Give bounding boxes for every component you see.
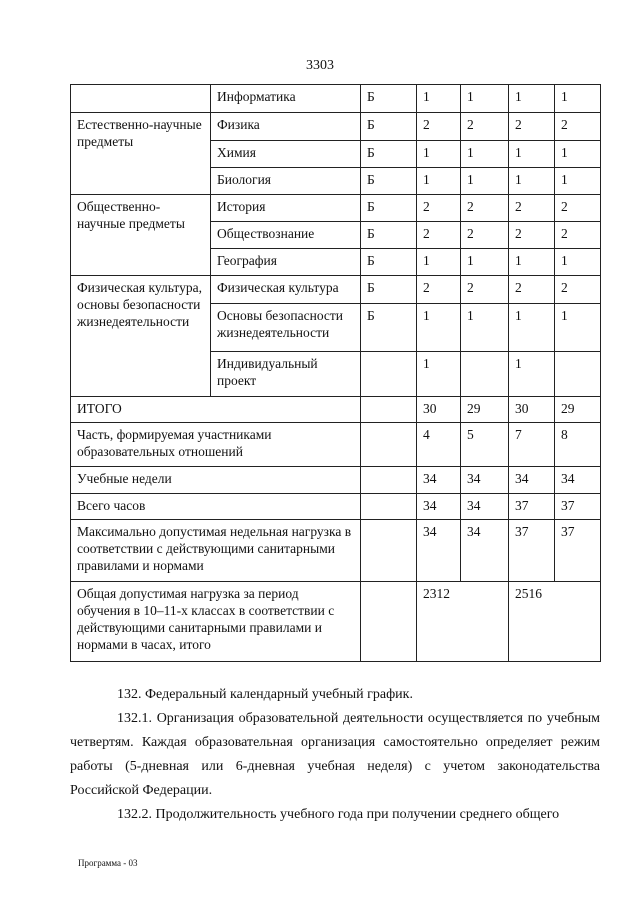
subject-area [71,85,211,113]
hours-cell: 2 [461,222,509,249]
subject-level: Б [361,249,417,276]
subject-level: Б [361,195,417,222]
subject-name: Физическая культура [211,276,361,304]
hours-cell: 7 [509,423,555,467]
hours-cell: 2 [417,195,461,222]
subject-level: Б [361,222,417,249]
hours-cell [461,352,509,397]
table-row [71,423,601,467]
hours-cell: 1 [461,168,509,195]
subject-level: Б [361,304,417,352]
subject-area: Физическая культура, основы безопасности жизнедеятельности [71,276,211,352]
empty-cell [361,397,417,423]
hours-cell: 1 [555,304,601,352]
hours-cell: 2 [417,276,461,304]
hours-cell: 34 [417,520,461,582]
hours-cell: 4 [417,423,461,467]
hours-cell: 1 [555,249,601,276]
hours-cell: 1 [417,249,461,276]
hours-cell: 1 [555,168,601,195]
subject-name: Информатика [211,85,361,113]
hours-cell: 30 [417,397,461,423]
hours-cell: 34 [417,467,461,494]
hours-cell: 2 [555,195,601,222]
hours-cell: 1 [461,249,509,276]
hours-cell: 34 [417,494,461,520]
subject-name: География [211,249,361,276]
empty-cell [361,494,417,520]
hours-cell: 34 [555,467,601,494]
hours-cell: 2 [509,113,555,141]
subject-name: Химия [211,141,361,168]
hours-cell: 8 [555,423,601,467]
hours-cell: 29 [461,397,509,423]
hours-cell: 2 [461,113,509,141]
table-row [71,494,601,520]
hours-cell: 2 [461,195,509,222]
table-row [71,467,601,494]
hours-cell: 37 [509,520,555,582]
hours-cell: 34 [461,520,509,582]
summary-label: Общая допустимая нагрузка за период обучения в 10–11-х классах в соответствии с действующими санитарными правилами и нормами в часах, итого [71,582,361,662]
hours-cell: 1 [417,352,461,397]
subject-name: Физика [211,113,361,141]
summary-label: Всего часов [71,494,361,520]
hours-cell: 1 [461,141,509,168]
subject-name: Индивидуальный проект [211,352,361,397]
subject-area: Общественно-научные предметы [71,195,211,276]
table-row [71,195,601,222]
hours-cell: 2516 [509,582,601,662]
subject-area: Естественно-научные предметы [71,113,211,195]
hours-cell: 1 [509,304,555,352]
hours-cell: 2 [461,276,509,304]
table-row [71,113,601,141]
hours-cell: 1 [509,141,555,168]
hours-cell: 37 [555,520,601,582]
hours-cell: 2312 [417,582,509,662]
footer-label: Программа - 03 [78,858,138,868]
hours-cell: 2 [417,222,461,249]
hours-cell: 1 [509,85,555,113]
subject-area [71,352,211,397]
empty-cell [361,423,417,467]
hours-cell: 1 [417,304,461,352]
subject-level: Б [361,85,417,113]
table-row [71,582,601,662]
hours-cell: 2 [509,222,555,249]
paragraph-132-2: 132.2. Продолжительность учебного года при получении среднего общего [117,807,560,822]
hours-cell: 2 [509,195,555,222]
hours-cell: 29 [555,397,601,423]
empty-cell [361,467,417,494]
subject-level [361,352,417,397]
subject-level: Б [361,141,417,168]
summary-label: Максимально допустимая недельная нагрузка в соответствии с действующими санитарными правилами и нормами [71,520,361,582]
hours-cell: 2 [509,276,555,304]
hours-cell: 34 [461,494,509,520]
hours-cell: 2 [555,222,601,249]
hours-cell: 1 [417,141,461,168]
subject-name: Биология [211,168,361,195]
hours-cell: 1 [461,85,509,113]
hours-cell: 5 [461,423,509,467]
summary-label: Часть, формируемая участниками образовательных отношений [71,423,361,467]
subject-level: Б [361,168,417,195]
hours-cell: 34 [509,467,555,494]
hours-cell: 1 [417,85,461,113]
hours-cell: 1 [417,168,461,195]
summary-label: ИТОГО [71,397,361,423]
hours-cell: 2 [555,276,601,304]
hours-cell [555,352,601,397]
hours-cell: 34 [461,467,509,494]
empty-cell [361,582,417,662]
hours-cell: 2 [555,113,601,141]
summary-label: Учебные недели [71,467,361,494]
paragraph-132: 132. Федеральный календарный учебный график. [117,687,413,702]
table-row [71,397,601,423]
hours-cell: 1 [555,141,601,168]
table-row [71,276,601,304]
paragraph-132-1: 132.1. Организация образовательной деятельности осуществляется по учебным четвертям. Каждая образовательная организация самостоятельно определяет режим работы (5-дневная или 6-дневная учебная неделя) с учетом законодательства Российской Федерации. [70,711,600,798]
hours-cell: 37 [555,494,601,520]
hours-cell: 1 [461,304,509,352]
empty-cell [361,520,417,582]
hours-cell: 30 [509,397,555,423]
subject-level: Б [361,113,417,141]
subject-name: История [211,195,361,222]
hours-cell: 37 [509,494,555,520]
curriculum-table [70,84,601,662]
hours-cell: 1 [509,249,555,276]
hours-cell: 1 [555,85,601,113]
table-row [71,85,601,113]
table-row [71,520,601,582]
subject-name: Основы безопасности жизнедеятельности [211,304,361,352]
hours-cell: 1 [509,352,555,397]
subject-level: Б [361,276,417,304]
table-row [71,352,601,397]
hours-cell: 1 [509,168,555,195]
subject-name: Обществознание [211,222,361,249]
page-number: 3303 [306,58,334,73]
hours-cell: 2 [417,113,461,141]
